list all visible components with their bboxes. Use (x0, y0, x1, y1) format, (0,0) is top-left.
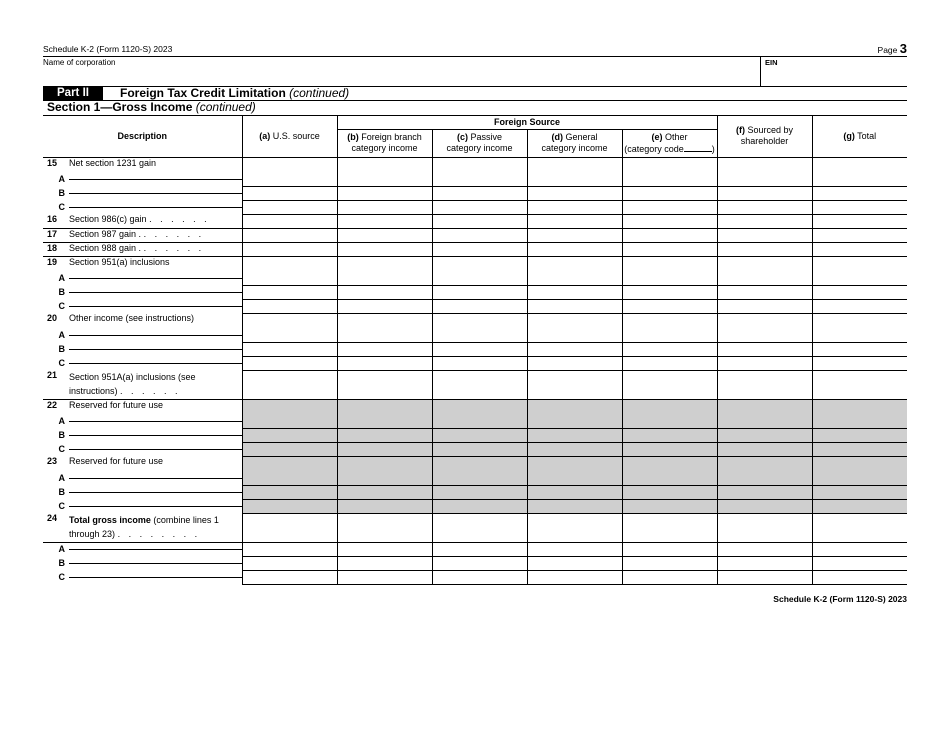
amount-cell[interactable] (432, 299, 527, 313)
line-22: 22 Reserved for future use (47, 399, 164, 410)
form-header-title: Schedule K-2 (Form 1120-S) 2023 (43, 44, 173, 54)
amount-cell[interactable] (717, 342, 812, 356)
amount-cell[interactable] (622, 228, 717, 242)
amount-cell[interactable] (242, 214, 337, 228)
amount-cell[interactable] (717, 370, 812, 399)
shaded-cell (242, 442, 337, 456)
shaded-cell (622, 399, 717, 428)
page-number: Page 3 (877, 41, 907, 56)
shaded-cell (242, 428, 337, 442)
ein-label: EIN (765, 58, 778, 67)
shaded-cell (432, 399, 527, 428)
gross-income-table (43, 116, 907, 585)
amount-cell[interactable] (242, 228, 337, 242)
col-e-other: (e) Other (category code ) (622, 129, 717, 157)
line-24b[interactable]: B (43, 556, 242, 570)
shaded-cell (432, 499, 527, 513)
amount-cell[interactable] (622, 256, 717, 285)
line-24c[interactable]: C (43, 570, 242, 584)
shaded-cell (717, 399, 812, 428)
line-21: 21 Section 951A(a) inclusions (see instructions) . . . . . . (43, 370, 242, 399)
amount-cell[interactable] (717, 200, 812, 214)
amount-cell[interactable] (337, 285, 432, 299)
amount-cell[interactable] (337, 214, 432, 228)
line-15: 15 Net section 1231 gain (47, 157, 157, 168)
amount-cell[interactable] (622, 200, 717, 214)
amount-cell[interactable] (432, 513, 527, 542)
line-19b[interactable]: B (43, 285, 242, 299)
amount-cell[interactable] (432, 542, 527, 556)
amount-cell[interactable] (812, 370, 907, 399)
shaded-cell (622, 499, 717, 513)
amount-cell[interactable] (717, 556, 812, 570)
amount-cell[interactable] (812, 556, 907, 570)
amount-cell[interactable] (622, 214, 717, 228)
amount-cell[interactable] (717, 242, 812, 256)
line-19a[interactable]: A (43, 271, 242, 285)
shaded-cell (432, 442, 527, 456)
amount-cell[interactable] (527, 299, 622, 313)
shaded-cell (622, 456, 717, 485)
corporation-name-label: Name of corporation (43, 58, 116, 67)
amount-cell[interactable] (812, 356, 907, 370)
amount-cell[interactable] (242, 370, 337, 399)
header-rule (43, 56, 907, 57)
amount-cell[interactable] (812, 214, 907, 228)
shaded-cell (812, 485, 907, 499)
amount-cell[interactable] (622, 157, 717, 186)
amount-cell[interactable] (812, 228, 907, 242)
shaded-cell (717, 499, 812, 513)
col-d-general: (d) General category income (527, 129, 622, 157)
amount-cell[interactable] (432, 356, 527, 370)
amount-cell[interactable] (527, 242, 622, 256)
amount-cell[interactable] (527, 370, 622, 399)
amount-cell[interactable] (242, 285, 337, 299)
shaded-cell (812, 499, 907, 513)
amount-cell[interactable] (527, 356, 622, 370)
corporation-name-field[interactable] (43, 64, 759, 84)
amount-cell[interactable] (622, 242, 717, 256)
line-20b[interactable]: B (43, 342, 242, 356)
amount-cell[interactable] (812, 542, 907, 556)
shaded-cell (432, 485, 527, 499)
amount-cell[interactable] (527, 214, 622, 228)
line-22b: B (43, 428, 242, 442)
amount-cell[interactable] (622, 342, 717, 356)
amount-cell[interactable] (527, 342, 622, 356)
amount-cell[interactable] (717, 186, 812, 200)
line-20a[interactable]: A (43, 328, 242, 342)
amount-cell[interactable] (717, 299, 812, 313)
amount-cell[interactable] (527, 256, 622, 285)
amount-cell[interactable] (432, 570, 527, 584)
amount-cell[interactable] (812, 186, 907, 200)
amount-cell[interactable] (717, 356, 812, 370)
amount-cell[interactable] (812, 299, 907, 313)
amount-cell[interactable] (432, 242, 527, 256)
amount-cell[interactable] (527, 542, 622, 556)
amount-cell[interactable] (432, 285, 527, 299)
amount-cell[interactable] (622, 356, 717, 370)
shaded-cell (527, 485, 622, 499)
amount-cell[interactable] (622, 299, 717, 313)
shaded-cell (337, 428, 432, 442)
shaded-cell (527, 399, 622, 428)
amount-cell[interactable] (337, 370, 432, 399)
amount-cell[interactable] (622, 513, 717, 542)
form-footer: Schedule K-2 (Form 1120-S) 2023 (773, 594, 907, 604)
amount-cell[interactable] (812, 285, 907, 299)
col-c-passive: (c) Passive category income (432, 129, 527, 157)
line-24: 24 Total gross income (combine lines 1 through 23) . . . . . . . . (43, 513, 242, 542)
amount-cell[interactable] (337, 256, 432, 285)
amount-cell[interactable] (717, 570, 812, 584)
amount-cell[interactable] (527, 556, 622, 570)
shaded-cell (337, 485, 432, 499)
line-22a: A (43, 414, 242, 428)
amount-cell[interactable] (717, 513, 812, 542)
shaded-cell (812, 428, 907, 442)
shaded-cell (527, 428, 622, 442)
amount-cell[interactable] (527, 200, 622, 214)
amount-cell[interactable] (242, 157, 337, 186)
line-23a: A (43, 471, 242, 485)
line-15c[interactable]: C (43, 200, 242, 214)
amount-cell[interactable] (717, 313, 812, 342)
shaded-cell (242, 499, 337, 513)
amount-cell[interactable] (527, 313, 622, 342)
amount-cell[interactable] (242, 513, 337, 542)
shaded-cell (337, 499, 432, 513)
amount-cell[interactable] (337, 242, 432, 256)
amount-cell[interactable] (717, 157, 812, 186)
amount-cell[interactable] (432, 157, 527, 186)
amount-cell[interactable] (337, 186, 432, 200)
shaded-cell (527, 442, 622, 456)
amount-cell[interactable] (717, 256, 812, 285)
line-23c: C (43, 499, 242, 513)
part-title: Foreign Tax Credit Limitation (continued) (120, 86, 350, 100)
category-code-blank[interactable] (684, 143, 712, 152)
line-23: 23 Reserved for future use (47, 456, 164, 466)
line-20: 20 Other income (see instructions) (47, 313, 195, 323)
shaded-cell (717, 428, 812, 442)
line-16: 16 Section 986(c) gain . . . . . . (43, 214, 242, 228)
amount-cell[interactable] (242, 570, 337, 584)
shaded-cell (242, 399, 337, 428)
line-23b: B (43, 485, 242, 499)
amount-cell[interactable] (432, 256, 527, 285)
col-description: Description (43, 116, 242, 157)
amount-cell[interactable] (717, 214, 812, 228)
shaded-cell (337, 442, 432, 456)
amount-cell[interactable] (812, 513, 907, 542)
amount-cell[interactable] (242, 542, 337, 556)
amount-cell[interactable] (812, 200, 907, 214)
amount-cell[interactable] (527, 157, 622, 186)
part-label: Part II (43, 87, 103, 100)
amount-cell[interactable] (337, 570, 432, 584)
shaded-cell (337, 399, 432, 428)
section-title: Section 1—Gross Income (continued) (47, 100, 256, 114)
line-19: 19 Section 951(a) inclusions (47, 256, 170, 267)
amount-cell[interactable] (432, 186, 527, 200)
amount-cell[interactable] (812, 157, 907, 186)
amount-cell[interactable] (242, 356, 337, 370)
shaded-cell (717, 442, 812, 456)
col-f-shareholder: (f) Sourced by shareholder (717, 116, 812, 157)
amount-cell[interactable] (242, 556, 337, 570)
line-15a[interactable]: A (43, 172, 242, 186)
shaded-cell (812, 442, 907, 456)
line-18: 18 Section 988 gain . . . . . . . (43, 242, 242, 256)
amount-cell[interactable] (242, 342, 337, 356)
amount-cell[interactable] (622, 370, 717, 399)
amount-cell[interactable] (242, 186, 337, 200)
line-15b[interactable]: B (43, 186, 242, 200)
amount-cell[interactable] (527, 285, 622, 299)
amount-cell[interactable] (337, 299, 432, 313)
line-19c[interactable]: C (43, 299, 242, 313)
amount-cell[interactable] (242, 313, 337, 342)
amount-cell[interactable] (242, 299, 337, 313)
amount-cell[interactable] (622, 570, 717, 584)
shaded-cell (242, 485, 337, 499)
col-a-us-source: (a) U.S. source (242, 116, 337, 157)
line-20c[interactable]: C (43, 356, 242, 370)
amount-cell[interactable] (337, 542, 432, 556)
amount-cell[interactable] (337, 228, 432, 242)
amount-cell[interactable] (242, 256, 337, 285)
amount-cell[interactable] (432, 342, 527, 356)
shaded-cell (527, 456, 622, 485)
amount-cell[interactable] (812, 570, 907, 584)
amount-cell[interactable] (622, 313, 717, 342)
amount-cell[interactable] (337, 356, 432, 370)
amount-cell[interactable] (337, 556, 432, 570)
amount-cell[interactable] (622, 285, 717, 299)
amount-cell[interactable] (432, 214, 527, 228)
amount-cell[interactable] (432, 200, 527, 214)
line-24a[interactable]: A (43, 542, 242, 556)
amount-cell[interactable] (242, 200, 337, 214)
amount-cell[interactable] (527, 186, 622, 200)
amount-cell[interactable] (432, 556, 527, 570)
amount-cell[interactable] (337, 200, 432, 214)
amount-cell[interactable] (337, 157, 432, 186)
shaded-cell (337, 456, 432, 485)
ein-divider (760, 56, 761, 86)
shaded-cell (717, 456, 812, 485)
amount-cell[interactable] (432, 313, 527, 342)
amount-cell[interactable] (432, 228, 527, 242)
amount-cell[interactable] (337, 313, 432, 342)
amount-cell[interactable] (337, 513, 432, 542)
amount-cell[interactable] (717, 542, 812, 556)
amount-cell[interactable] (622, 556, 717, 570)
shaded-cell (527, 499, 622, 513)
amount-cell[interactable] (622, 542, 717, 556)
amount-cell[interactable] (812, 256, 907, 285)
shaded-cell (812, 456, 907, 485)
amount-cell[interactable] (812, 342, 907, 356)
amount-cell[interactable] (527, 570, 622, 584)
shaded-cell (812, 399, 907, 428)
amount-cell[interactable] (242, 242, 337, 256)
amount-cell[interactable] (812, 313, 907, 342)
amount-cell[interactable] (717, 228, 812, 242)
col-foreign-source: Foreign Source (337, 116, 717, 129)
shaded-cell (717, 485, 812, 499)
shaded-cell (242, 456, 337, 485)
col-b-foreign-branch: (b) Foreign branch category income (337, 129, 432, 157)
amount-cell[interactable] (337, 342, 432, 356)
shaded-cell (622, 428, 717, 442)
amount-cell[interactable] (527, 228, 622, 242)
shaded-cell (432, 428, 527, 442)
amount-cell[interactable] (717, 285, 812, 299)
shaded-cell (432, 456, 527, 485)
line-22c: C (43, 442, 242, 456)
ein-field[interactable] (763, 66, 907, 84)
amount-cell[interactable] (622, 186, 717, 200)
amount-cell[interactable] (812, 242, 907, 256)
col-g-total: (g) Total (812, 116, 907, 157)
shaded-cell (622, 442, 717, 456)
amount-cell[interactable] (527, 513, 622, 542)
line-17: 17 Section 987 gain . . . . . . . (43, 228, 242, 242)
shaded-cell (622, 485, 717, 499)
amount-cell[interactable] (432, 370, 527, 399)
